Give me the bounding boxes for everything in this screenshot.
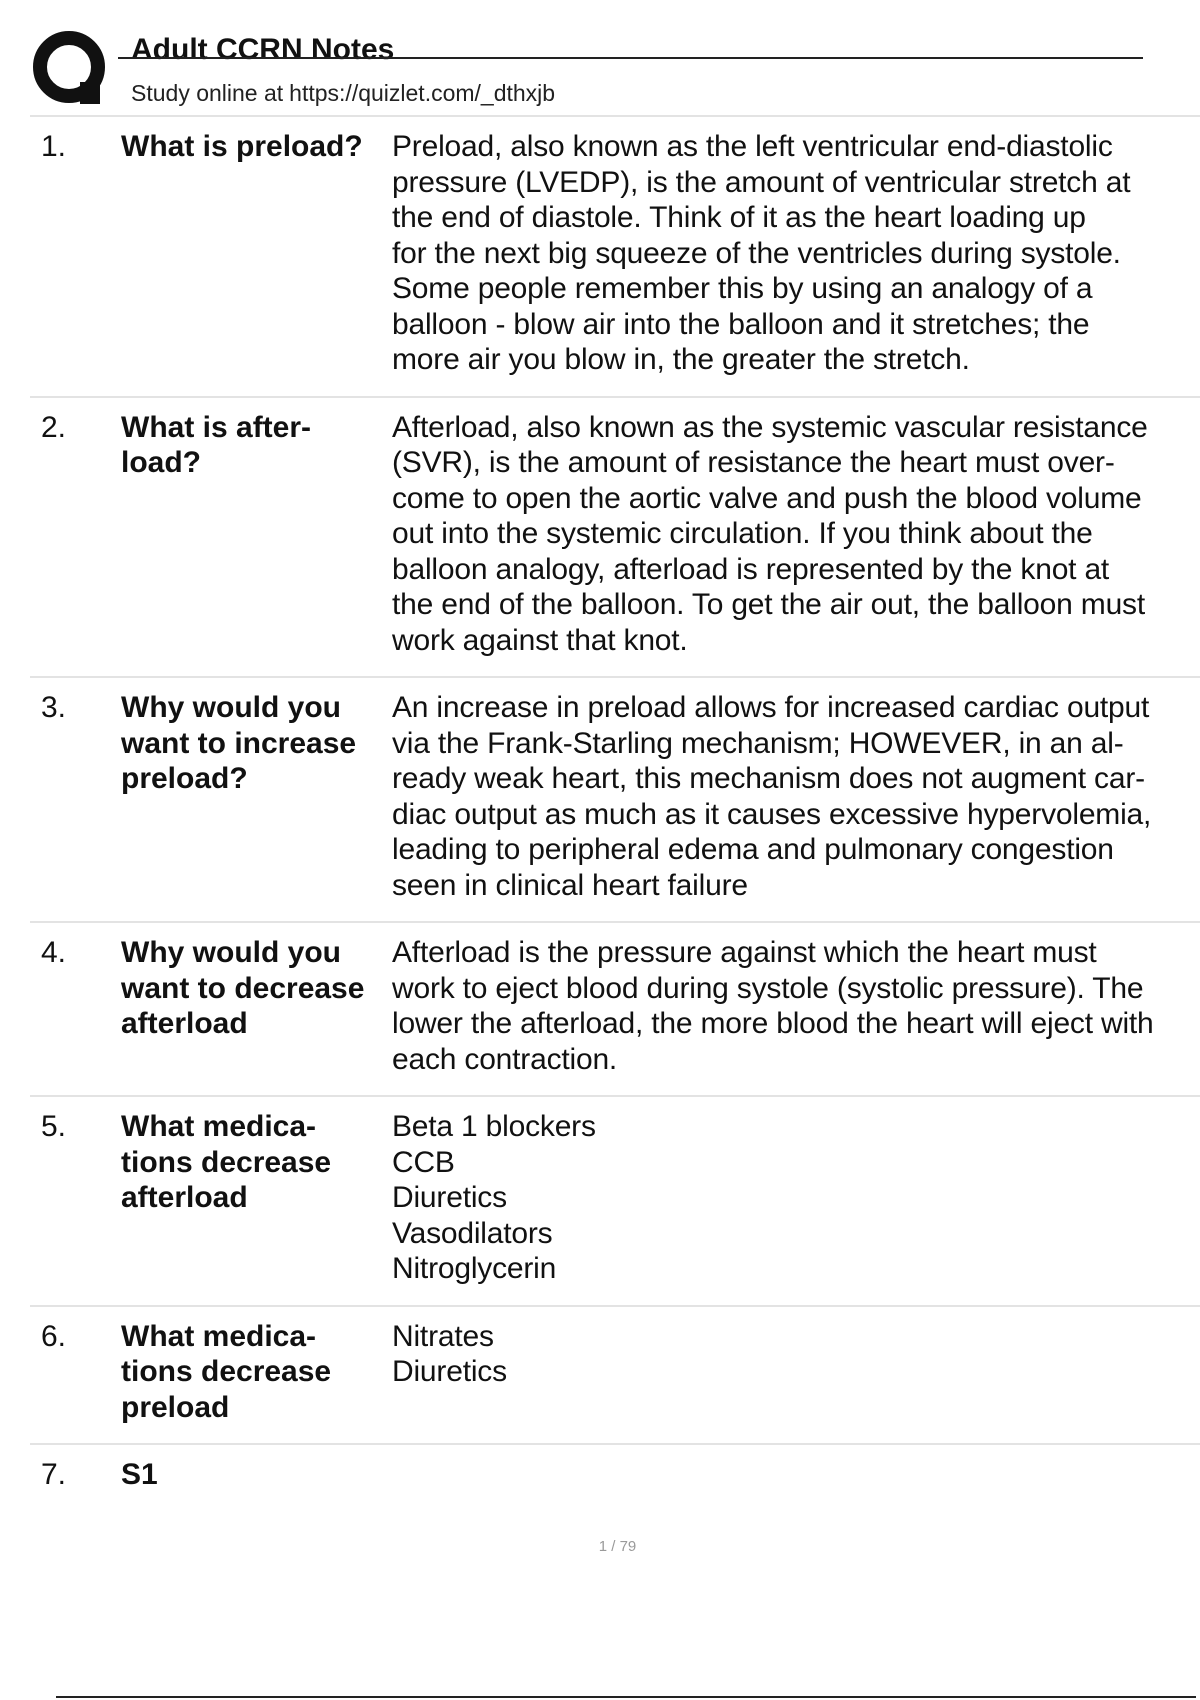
card-term [121, 1109, 392, 1216]
card-term [121, 935, 392, 1042]
card-definition-line: Beta 1 blockers [392, 1110, 596, 1143]
card-number: 2. [41, 410, 67, 444]
card-term-line: afterload [121, 1181, 248, 1214]
flashcard-row [30, 1097, 1200, 1307]
flashcard-list [30, 115, 1200, 1511]
card-definition [392, 129, 1200, 378]
card-definition-line: for the next big squeeze of the ventricles during systole. [392, 236, 1121, 270]
card-term-line: preload? [121, 762, 248, 795]
document-title: Adult CCRN Notes [131, 33, 395, 66]
card-definition-line: pressure (LVEDP), is the amount of ventricular stretch at [392, 165, 1131, 199]
card-term [121, 1319, 392, 1426]
card-term [121, 690, 392, 797]
card-definition-line: An increase in preload allows for increased cardiac output [392, 691, 1150, 724]
card-definition-line: Nitroglycerin [392, 1252, 557, 1285]
card-definition-line: Nitrates [392, 1319, 494, 1353]
card-definition [392, 690, 1200, 903]
card-definition-line: lower the afterload, the more blood the heart will eject with [392, 1007, 1154, 1040]
card-definition-line: the end of the balloon. To get the air out, the balloon must [392, 588, 1145, 621]
card-number: 7. [41, 1458, 67, 1491]
card-definition-line: CCB [392, 1145, 455, 1179]
card-number: 3. [41, 691, 67, 724]
card-definition-line: Diuretics [392, 1181, 507, 1214]
card-definition [392, 1319, 1200, 1390]
card-definition-line: Diuretics [392, 1355, 507, 1388]
card-term-line: S1 [121, 1458, 158, 1491]
flashcard-row [30, 398, 1200, 679]
card-term-line: Why would you [121, 691, 341, 724]
footer-divider [56, 1696, 1196, 1698]
card-definition [392, 410, 1200, 659]
card-term-line: load? [121, 446, 201, 479]
flashcard-row [30, 923, 1200, 1097]
card-definition-line: seen in clinical heart failure [392, 868, 748, 902]
card-definition-line: Afterload is the pressure against which the heart must [392, 936, 1097, 969]
card-definition-line: work against that knot. [392, 623, 688, 657]
card-term-line: want to increase [121, 726, 357, 760]
card-definition-line: diac output as much as it causes excessive hypervolemia, [392, 797, 1152, 831]
card-definition-line: more air you blow in, the greater the stretch. [392, 343, 970, 376]
card-definition-line: come to open the aortic valve and push the blood volume [392, 481, 1142, 515]
study-online-label: Study online at [131, 80, 284, 106]
card-term [121, 1457, 392, 1493]
card-term-line: Why would you [121, 936, 341, 969]
card-term-line: preload [121, 1390, 230, 1424]
card-term [121, 410, 392, 481]
card-term-line: tions decrease [121, 1145, 332, 1179]
study-online-line [131, 80, 555, 107]
card-term-line: What medica- [121, 1110, 317, 1143]
page-indicator: 1 / 79 [598, 1538, 637, 1555]
card-definition-line: the end of diastole. Think of it as the heart loading up [392, 201, 1086, 234]
card-definition-line: work to eject blood during systole (systolic pressure). The [392, 971, 1144, 1005]
card-number: 5. [41, 1110, 67, 1143]
card-term-line: want to decrease [121, 971, 365, 1005]
card-definition-line: leading to peripheral edema and pulmonary congestion [392, 833, 1114, 866]
card-term-line: tions decrease [121, 1355, 332, 1388]
card-term-line: What is after- [121, 410, 312, 444]
card-term [121, 129, 392, 165]
card-definition-line: via the Frank-Starling mechanism; HOWEVER, in an al- [392, 726, 1124, 760]
card-number: 4. [41, 936, 67, 969]
card-definition-line: Vasodilators [392, 1216, 553, 1250]
card-definition-line: Afterload, also known as the systemic vascular resistance [392, 410, 1148, 444]
card-term-line: What is preload? [121, 130, 363, 163]
quizlet-logo-icon [32, 30, 112, 110]
card-definition-line: each contraction. [392, 1042, 618, 1076]
flashcard-row [30, 678, 1200, 923]
header-divider [118, 57, 1143, 59]
card-term-line: What medica- [121, 1319, 317, 1353]
card-number: 6. [41, 1319, 67, 1353]
card-definition-line: (SVR), is the amount of resistance the heart must over- [392, 446, 1115, 479]
card-definition-line: balloon analogy, afterload is represented by the knot at [392, 552, 1110, 586]
flashcard-row [30, 117, 1200, 398]
card-definition [392, 935, 1200, 1077]
card-definition [392, 1109, 1200, 1287]
study-online-link[interactable]: https://quizlet.com/_dthxjb [289, 80, 556, 106]
card-definition-line: balloon - blow air into the balloon and it stretches; the [392, 307, 1090, 341]
card-number: 1. [41, 130, 67, 163]
card-definition-line: ready weak heart, this mechanism does not augment car- [392, 762, 1145, 795]
card-definition-line: Some people remember this by using an analogy of a [392, 272, 1093, 305]
card-definition-line: Preload, also known as the left ventricular end-diastolic [392, 130, 1113, 163]
flashcard-row [30, 1307, 1200, 1446]
flashcard-row [30, 1445, 1200, 1511]
card-definition-line: out into the systemic circulation. If you think about the [392, 517, 1093, 550]
card-term-line: afterload [121, 1007, 248, 1040]
